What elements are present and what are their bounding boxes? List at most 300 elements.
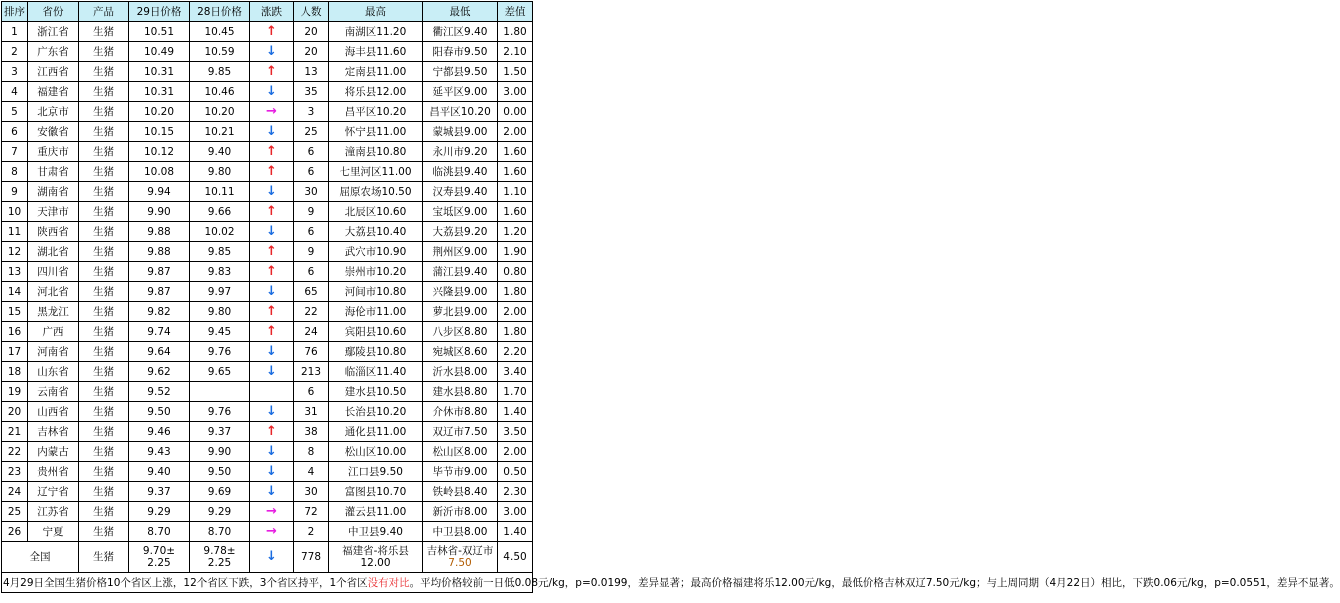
- cell-count: 213: [294, 362, 329, 382]
- cell-price29: 9.88: [129, 222, 190, 242]
- cell-price29: 10.15: [129, 122, 190, 142]
- cell-diff: 1.60: [498, 202, 533, 222]
- table-row: [2, 142, 533, 162]
- cell-diff: 2.20: [498, 342, 533, 362]
- cell-highest: 大荔县10.40: [329, 222, 423, 242]
- cell-rank: 10: [2, 202, 28, 222]
- cell-lowest: 蒙城县9.00: [423, 122, 498, 142]
- cell-count: 3: [294, 102, 329, 122]
- cell-diff: 1.50: [498, 62, 533, 82]
- cell-rank: 14: [2, 282, 28, 302]
- cell-highest: 怀宁县11.00: [329, 122, 423, 142]
- cell-trend: [250, 262, 294, 282]
- cell-rank: 20: [2, 402, 28, 422]
- cell-product: 生猪: [79, 282, 129, 302]
- table-row: [2, 282, 533, 302]
- cell-count: 35: [294, 82, 329, 102]
- cell-province: 广东省: [28, 42, 79, 62]
- cell-highest: 潼南县10.80: [329, 142, 423, 162]
- cell-highest: 宾阳县10.60: [329, 322, 423, 342]
- cell-province: 吉林省: [28, 422, 79, 442]
- cell-price29: 10.49: [129, 42, 190, 62]
- header-count: 人数: [294, 2, 329, 22]
- cell-product: 生猪: [79, 362, 129, 382]
- arrow-down-icon: ↓: [266, 443, 277, 459]
- cell-rank: 23: [2, 462, 28, 482]
- arrow-up-icon: ↑: [266, 23, 277, 39]
- note-text-1: 4月29日全国生猪价格10个省区上涨，12个省区下跌，3个省区持平，1个省区: [3, 576, 368, 589]
- cell-diff: 1.90: [498, 242, 533, 262]
- cell-rank: 2: [2, 42, 28, 62]
- cell-lowest: 临洮县9.40: [423, 162, 498, 182]
- cell-lowest: 阳春市9.50: [423, 42, 498, 62]
- cell-diff: 2.00: [498, 122, 533, 142]
- cell-trend: [250, 182, 294, 202]
- header-product: 产品: [79, 2, 129, 22]
- cell-price29: 9.87: [129, 262, 190, 282]
- cell-lowest: 宛城区8.60: [423, 342, 498, 362]
- national-product: 生猪: [79, 542, 129, 573]
- table-row: [2, 502, 533, 522]
- cell-province: 安徽省: [28, 122, 79, 142]
- cell-count: 30: [294, 182, 329, 202]
- national-price-29-sd: 2.25: [147, 557, 171, 569]
- cell-trend: [250, 162, 294, 182]
- cell-rank: 8: [2, 162, 28, 182]
- arrow-up-icon: ↑: [266, 163, 277, 179]
- cell-trend: [250, 142, 294, 162]
- cell-diff: 1.10: [498, 182, 533, 202]
- cell-rank: 16: [2, 322, 28, 342]
- cell-price28: 9.66: [190, 202, 250, 222]
- table-row: [2, 62, 533, 82]
- cell-highest: 富图县10.70: [329, 482, 423, 502]
- cell-province: 广西: [28, 322, 79, 342]
- cell-product: 生猪: [79, 422, 129, 442]
- header-highest: 最高: [329, 2, 423, 22]
- cell-diff: 2.00: [498, 442, 533, 462]
- cell-rank: 12: [2, 242, 28, 262]
- cell-price29: 9.62: [129, 362, 190, 382]
- cell-highest: 河间市10.80: [329, 282, 423, 302]
- table-row: [2, 322, 533, 342]
- arrow-right-icon: →: [266, 523, 277, 539]
- cell-product: 生猪: [79, 402, 129, 422]
- cell-province: 河北省: [28, 282, 79, 302]
- cell-diff: 1.40: [498, 402, 533, 422]
- national-price-29-mean: 9.70±: [142, 545, 176, 557]
- cell-product: 生猪: [79, 302, 129, 322]
- cell-province: 湖北省: [28, 242, 79, 262]
- table-row: [2, 462, 533, 482]
- table-row: [2, 82, 533, 102]
- cell-diff: 2.00: [498, 302, 533, 322]
- cell-price29: 9.52: [129, 382, 190, 402]
- arrow-up-icon: ↑: [266, 323, 277, 339]
- table-row: [2, 402, 533, 422]
- cell-trend: [250, 102, 294, 122]
- cell-count: 2: [294, 522, 329, 542]
- cell-rank: 7: [2, 142, 28, 162]
- cell-count: 22: [294, 302, 329, 322]
- cell-trend: [250, 462, 294, 482]
- cell-trend: [250, 42, 294, 62]
- cell-price29: 9.82: [129, 302, 190, 322]
- arrow-up-icon: ↑: [266, 63, 277, 79]
- cell-diff: 3.00: [498, 502, 533, 522]
- cell-lowest: 蒲江县9.40: [423, 262, 498, 282]
- cell-count: 6: [294, 162, 329, 182]
- cell-diff: 1.20: [498, 222, 533, 242]
- cell-price28: [190, 382, 250, 402]
- cell-count: 20: [294, 42, 329, 62]
- cell-rank: 3: [2, 62, 28, 82]
- cell-price29: 10.12: [129, 142, 190, 162]
- cell-highest: 通化县11.00: [329, 422, 423, 442]
- cell-diff: 1.80: [498, 22, 533, 42]
- cell-product: 生猪: [79, 382, 129, 402]
- cell-price28: 9.65: [190, 362, 250, 382]
- cell-price28: 9.29: [190, 502, 250, 522]
- cell-product: 生猪: [79, 242, 129, 262]
- cell-product: 生猪: [79, 522, 129, 542]
- national-row: [2, 542, 533, 573]
- cell-highest: 江口县9.50: [329, 462, 423, 482]
- cell-highest: 七里河区11.00: [329, 162, 423, 182]
- national-count: 778: [294, 542, 329, 573]
- cell-rank: 17: [2, 342, 28, 362]
- cell-price28: 9.83: [190, 262, 250, 282]
- cell-highest: 南湖区11.20: [329, 22, 423, 42]
- cell-province: 黑龙江: [28, 302, 79, 322]
- cell-count: 38: [294, 422, 329, 442]
- cell-rank: 9: [2, 182, 28, 202]
- cell-highest: 崇州市10.20: [329, 262, 423, 282]
- arrow-down-icon: ↓: [266, 363, 277, 379]
- cell-trend: [250, 222, 294, 242]
- cell-highest: 北辰区10.60: [329, 202, 423, 222]
- cell-diff: 1.80: [498, 322, 533, 342]
- cell-trend: [250, 422, 294, 442]
- arrow-up-icon: ↑: [266, 303, 277, 319]
- cell-count: 31: [294, 402, 329, 422]
- national-price-28-sd: 2.25: [207, 557, 232, 569]
- table-row: [2, 242, 533, 262]
- cell-count: 24: [294, 322, 329, 342]
- table-row: [2, 222, 533, 242]
- cell-rank: 18: [2, 362, 28, 382]
- cell-price28: 9.90: [190, 442, 250, 462]
- cell-product: 生猪: [79, 82, 129, 102]
- cell-highest: 海伦市11.00: [329, 302, 423, 322]
- cell-province: 四川省: [28, 262, 79, 282]
- cell-lowest: 萝北县9.00: [423, 302, 498, 322]
- note-text-2: 。平均价格较前一日低0.08元/kg，p=0.0199，差异显著；最高价格福建将乐12.00元/kg，最低价格吉林双辽7.50元/kg；与上周同期（4月22日）相比，下跌0.06元/kg，p=0.0551，差异不显著。: [409, 576, 1340, 589]
- cell-rank: 21: [2, 422, 28, 442]
- cell-lowest: 沂水县8.00: [423, 362, 498, 382]
- cell-rank: 15: [2, 302, 28, 322]
- cell-count: 4: [294, 462, 329, 482]
- cell-diff: 2.30: [498, 482, 533, 502]
- header-rank: 排序: [2, 2, 28, 22]
- cell-price28: 9.37: [190, 422, 250, 442]
- cell-province: 甘肃省: [28, 162, 79, 182]
- cell-count: 25: [294, 122, 329, 142]
- cell-product: 生猪: [79, 102, 129, 122]
- cell-price29: 9.43: [129, 442, 190, 462]
- cell-lowest: 中卫县8.00: [423, 522, 498, 542]
- table-row: [2, 382, 533, 402]
- cell-trend: [250, 362, 294, 382]
- cell-count: 9: [294, 242, 329, 262]
- cell-province: 浙江省: [28, 22, 79, 42]
- cell-rank: 19: [2, 382, 28, 402]
- cell-rank: 13: [2, 262, 28, 282]
- cell-price29: 10.31: [129, 82, 190, 102]
- cell-count: 20: [294, 22, 329, 42]
- cell-lowest: 衢江区9.40: [423, 22, 498, 42]
- arrow-up-icon: ↑: [266, 263, 277, 279]
- cell-highest: 武穴市10.90: [329, 242, 423, 262]
- cell-product: 生猪: [79, 62, 129, 82]
- national-price-28: [190, 542, 250, 573]
- cell-lowest: 兴隆县9.00: [423, 282, 498, 302]
- cell-price28: 10.45: [190, 22, 250, 42]
- cell-lowest: 铁岭县8.40: [423, 482, 498, 502]
- cell-price28: 9.97: [190, 282, 250, 302]
- arrow-up-icon: ↑: [266, 203, 277, 219]
- national-lowest: [423, 542, 498, 573]
- cell-price29: 10.20: [129, 102, 190, 122]
- national-highest-value: 12.00: [360, 557, 391, 569]
- cell-product: 生猪: [79, 142, 129, 162]
- cell-count: 9: [294, 202, 329, 222]
- cell-lowest: 大荔县9.20: [423, 222, 498, 242]
- cell-price29: 8.70: [129, 522, 190, 542]
- cell-price29: 9.64: [129, 342, 190, 362]
- cell-trend: [250, 302, 294, 322]
- arrow-down-icon: ↓: [266, 283, 277, 299]
- cell-trend: [250, 82, 294, 102]
- cell-price29: 9.50: [129, 402, 190, 422]
- cell-province: 天津市: [28, 202, 79, 222]
- table-row: [2, 442, 533, 462]
- cell-price29: 9.87: [129, 282, 190, 302]
- cell-trend: [250, 242, 294, 262]
- table-row: [2, 362, 533, 382]
- cell-count: 8: [294, 442, 329, 462]
- cell-diff: 0.80: [498, 262, 533, 282]
- pig-price-table: [1, 1, 1340, 593]
- cell-diff: 1.60: [498, 142, 533, 162]
- table-row: [2, 42, 533, 62]
- cell-product: 生猪: [79, 442, 129, 462]
- cell-trend: [250, 322, 294, 342]
- cell-count: 6: [294, 222, 329, 242]
- cell-trend: [250, 502, 294, 522]
- cell-highest: 临淄区11.40: [329, 362, 423, 382]
- cell-province: 山西省: [28, 402, 79, 422]
- cell-diff: 3.50: [498, 422, 533, 442]
- cell-price29: 9.37: [129, 482, 190, 502]
- cell-province: 湖南省: [28, 182, 79, 202]
- arrow-down-icon: ↓: [266, 483, 277, 499]
- cell-province: 福建省: [28, 82, 79, 102]
- header-trend: 涨跌: [250, 2, 294, 22]
- cell-province: 江苏省: [28, 502, 79, 522]
- cell-highest: 松山区10.00: [329, 442, 423, 462]
- arrow-right-icon: →: [266, 103, 277, 119]
- cell-lowest: 延平区9.00: [423, 82, 498, 102]
- cell-trend: [250, 522, 294, 542]
- national-label: 全国: [2, 542, 79, 573]
- cell-rank: 24: [2, 482, 28, 502]
- cell-product: 生猪: [79, 42, 129, 62]
- table-header: [2, 2, 533, 22]
- cell-trend: [250, 282, 294, 302]
- national-lowest-value: 7.50: [448, 557, 472, 569]
- cell-trend: [250, 402, 294, 422]
- cell-rank: 22: [2, 442, 28, 462]
- cell-highest: 灌云县11.00: [329, 502, 423, 522]
- cell-highest: 昌平区10.20: [329, 102, 423, 122]
- cell-highest: 长治县10.20: [329, 402, 423, 422]
- cell-price28: 9.69: [190, 482, 250, 502]
- cell-count: 6: [294, 142, 329, 162]
- national-price-29: [129, 542, 190, 573]
- cell-province: 北京市: [28, 102, 79, 122]
- cell-price28: 10.11: [190, 182, 250, 202]
- cell-count: 30: [294, 482, 329, 502]
- cell-trend: [250, 382, 294, 402]
- cell-diff: 1.60: [498, 162, 533, 182]
- table-row: [2, 302, 533, 322]
- cell-price29: 9.90: [129, 202, 190, 222]
- cell-price29: 10.51: [129, 22, 190, 42]
- cell-lowest: 介休市8.80: [423, 402, 498, 422]
- header-price-29: 29日价格: [129, 2, 190, 22]
- header-diff: 差值: [498, 2, 533, 22]
- cell-diff: 1.40: [498, 522, 533, 542]
- cell-price28: 9.50: [190, 462, 250, 482]
- cell-lowest: 宝坻区9.00: [423, 202, 498, 222]
- cell-product: 生猪: [79, 222, 129, 242]
- cell-diff: 2.10: [498, 42, 533, 62]
- cell-product: 生猪: [79, 162, 129, 182]
- cell-product: 生猪: [79, 122, 129, 142]
- cell-price28: 10.59: [190, 42, 250, 62]
- cell-rank: 5: [2, 102, 28, 122]
- cell-diff: 3.40: [498, 362, 533, 382]
- cell-lowest: 新沂市8.00: [423, 502, 498, 522]
- table-footer: [2, 542, 1340, 593]
- table-row: [2, 22, 533, 42]
- cell-trend: [250, 62, 294, 82]
- cell-highest: 海丰县11.60: [329, 42, 423, 62]
- cell-count: 65: [294, 282, 329, 302]
- cell-count: 6: [294, 382, 329, 402]
- cell-price28: 8.70: [190, 522, 250, 542]
- cell-highest: 建水县10.50: [329, 382, 423, 402]
- cell-price28: 9.80: [190, 302, 250, 322]
- cell-trend: [250, 482, 294, 502]
- table-row: [2, 522, 533, 542]
- table-row: [2, 262, 533, 282]
- arrow-down-icon: ↓: [266, 549, 277, 564]
- cell-product: 生猪: [79, 502, 129, 522]
- cell-province: 内蒙古: [28, 442, 79, 462]
- cell-count: 13: [294, 62, 329, 82]
- cell-product: 生猪: [79, 482, 129, 502]
- cell-trend: [250, 342, 294, 362]
- table-row: [2, 182, 533, 202]
- cell-price28: 10.20: [190, 102, 250, 122]
- cell-highest: 鄢陵县10.80: [329, 342, 423, 362]
- cell-product: 生猪: [79, 22, 129, 42]
- cell-province: 山东省: [28, 362, 79, 382]
- cell-lowest: 八步区8.80: [423, 322, 498, 342]
- cell-rank: 11: [2, 222, 28, 242]
- cell-diff: 1.80: [498, 282, 533, 302]
- national-diff: 4.50: [498, 542, 533, 573]
- cell-lowest: 建水县8.80: [423, 382, 498, 402]
- cell-price29: 9.29: [129, 502, 190, 522]
- summary-note: [2, 573, 1340, 593]
- cell-product: 生猪: [79, 182, 129, 202]
- cell-price28: 9.76: [190, 342, 250, 362]
- cell-diff: 1.70: [498, 382, 533, 402]
- table-row: [2, 102, 533, 122]
- cell-rank: 4: [2, 82, 28, 102]
- cell-product: 生猪: [79, 322, 129, 342]
- cell-price29: 9.40: [129, 462, 190, 482]
- cell-price29: 10.31: [129, 62, 190, 82]
- cell-highest: 中卫县9.40: [329, 522, 423, 542]
- cell-diff: 0.00: [498, 102, 533, 122]
- table-row: [2, 342, 533, 362]
- arrow-down-icon: ↓: [266, 343, 277, 359]
- cell-province: 陕西省: [28, 222, 79, 242]
- table-body: [2, 22, 533, 542]
- arrow-down-icon: ↓: [266, 83, 277, 99]
- cell-price29: 10.08: [129, 162, 190, 182]
- table-row: [2, 202, 533, 222]
- cell-province: 云南省: [28, 382, 79, 402]
- arrow-up-icon: ↑: [266, 423, 277, 439]
- cell-price29: 9.94: [129, 182, 190, 202]
- cell-province: 河南省: [28, 342, 79, 362]
- cell-trend: [250, 22, 294, 42]
- cell-rank: 1: [2, 22, 28, 42]
- cell-count: 72: [294, 502, 329, 522]
- cell-count: 6: [294, 262, 329, 282]
- cell-price28: 9.76: [190, 402, 250, 422]
- cell-lowest: 永川市9.20: [423, 142, 498, 162]
- cell-product: 生猪: [79, 462, 129, 482]
- header-price-28: 28日价格: [190, 2, 250, 22]
- national-trend: [250, 542, 294, 573]
- national-lowest-place: 吉林省-双辽市: [426, 545, 494, 557]
- cell-lowest: 荆州区9.00: [423, 242, 498, 262]
- header-province: 省份: [28, 2, 79, 22]
- cell-trend: [250, 442, 294, 462]
- cell-lowest: 毕节市9.00: [423, 462, 498, 482]
- arrow-down-icon: ↓: [266, 223, 277, 239]
- cell-province: 宁夏: [28, 522, 79, 542]
- arrow-down-icon: ↓: [266, 183, 277, 199]
- cell-price28: 9.80: [190, 162, 250, 182]
- cell-highest: 将乐县12.00: [329, 82, 423, 102]
